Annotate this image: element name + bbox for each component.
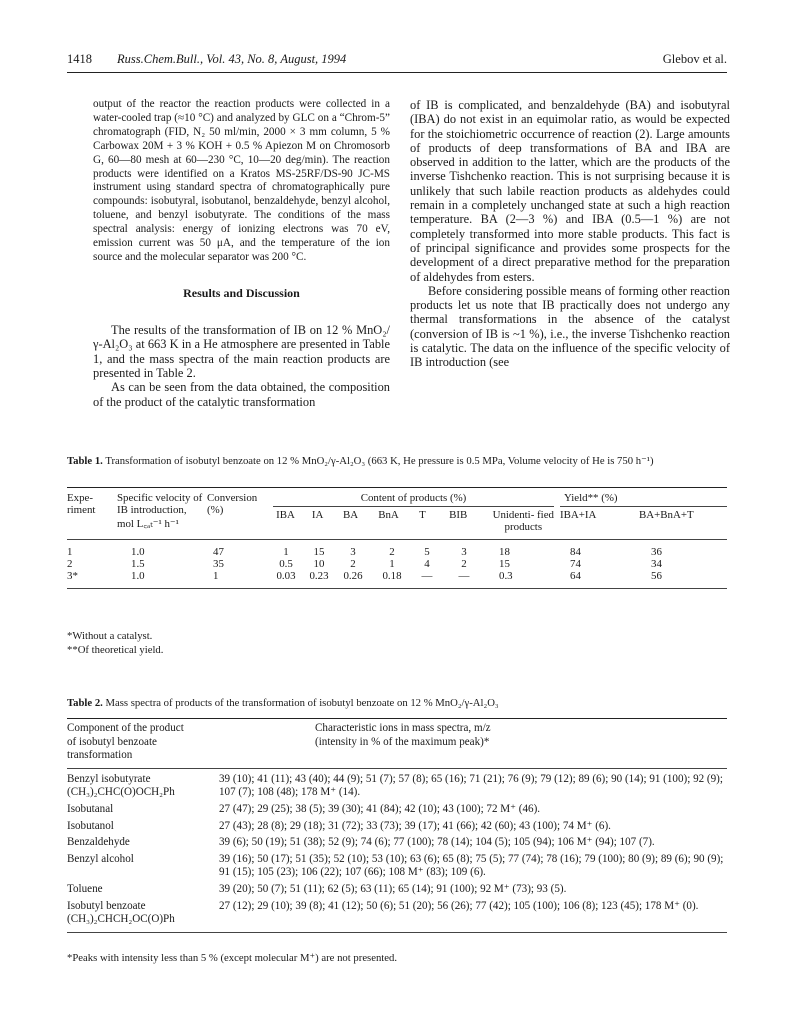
t2-h-component: Component of the product of isobutyl benzoate transformation [67,722,184,762]
right-column [410,98,730,370]
table2-footnote: *Peaks with intensity less than 5 % (except molecular M⁺) are not presented. [67,952,398,964]
table2-header-row [67,722,727,763]
t1-h-yield [560,492,727,533]
header-rule [67,72,727,73]
table1-footnotes [67,630,163,657]
t1-h-yield-1: IBA+IA [560,509,597,521]
table2-top-rule [67,718,727,719]
table1-header-row-1 [67,492,727,533]
t1-h-experiment: Expe- riment [67,492,96,516]
table2-caption [67,697,727,711]
t1-h-bib: BIB [449,509,468,521]
table1-caption-text: Transformation of isobutyl benzoate on 12 % MnO₂/γ-Al₂O₃ (663 K, He pressure is 0.5 MPa, Volume velocity of He is 750 h⁻¹) [105,455,654,467]
table-row: Toluene 39 (20); 50 (7); 51 (11); 62 (5); 63 (11); 65 (14); 91 (100); 92 M⁺ (73); 93 (5). [67,882,567,895]
table2-caption-text: Mass spectra of products of the transformation of isobutyl benzoate on 12 % MnO₂/γ-Al₂O₃ [105,697,499,709]
table1-top-rule [67,487,727,488]
table-row: Benzaldehyde 39 (6); 50 (19); 51 (38); 52 (9); 74 (6); 77 (100); 78 (14); 104 (5); 105 (94); 106 M⁺ (94); 107 (7). [67,836,655,849]
table-row: Isobutanol 27 (43); 28 (8); 29 (18); 31 (72); 33 (73); 39 (17); 41 (66); 42 (60); 43 (100); 74 M⁺ (6). [67,819,611,832]
table2-label: Table 2. [67,697,103,709]
table-row: 2 1.5 35 0.5 10 2 1 4 2 15 74 34 [67,558,662,570]
t1-h-bna: BnA [378,509,399,521]
t1-h-ia: IA [311,509,324,521]
t1-h-yield-label: Yield** (%) [564,492,618,504]
table1-label: Table 1. [67,455,103,467]
discussion-paragraph-2: Before considering possible means of forming other reaction products let us note that IB practically does not undergo any thermal transformations in the absence of the catalyst (conversion of IB is ~1 %), i.e., the inverse Tishchenko reaction is catalytic. The data on the influence of the specific velocity of IB introduction (see [410,283,730,370]
table-row: Benzyl isobutyrate (CH₃)₂CHC(O)OCH₂Ph 39 (10); 41 (11); 43 (40); 44 (9); 51 (7); 57 (8); 65 (16); 71 (21); 76 (9); 79 (12); 89 (6); 90 (14); 91 (100); 92 (9); 107 (7); 108 (48); 178 M⁺ (14). [67,772,723,799]
experimental-paragraph: output of the reactor the reaction products were collected in a water-cooled trap (≈10 °C) and analyzed by GLC on a “Chrom-5” chromatograph (FID, N₂ 50 ml/min, 2000 × 3 mm column, 5 % Carbowax 20M + 3 % KOH + 0.5 % Apiezon M on Chromosorb G, 60—80 mesh at 60—230 °C, 10—20 deg/min). The reaction products were identified on a Kratos MS-25RF/DS-90 JC-MS instrument using standard spectra of chromatographically pure compounds: isobutyral, isobutanol, benzaldehyde, benzyl alcohol, toluene, and benzyl isobutyrate. The conditions of the mass spectral analysis: energy of ionizing electrons was 70 eV, emission current was 50 μA, and the temperature of the ion source and the molecular separator was 200 °C. [93,98,390,263]
table1-caption [67,455,727,469]
table-row: 1 1.0 47 1 15 3 2 5 3 18 84 36 [67,546,662,558]
t1-h-iba: IBA [276,509,295,521]
t1-h-content [267,492,560,533]
table1-footnote-2: **Of theoretical yield. [67,643,164,656]
t1-h-yield-2: BA+BnA+T [639,509,694,521]
left-column [93,98,390,409]
t1-h-conversion: Conversion (%) [207,492,258,516]
table1 [67,492,727,589]
table1-footnote-1: *Without a catalyst. [67,630,153,642]
t1-h-content-label: Content of products (%) [360,492,467,504]
table-row: Benzyl alcohol 39 (16); 50 (17); 51 (35); 52 (10); 53 (10); 63 (6); 65 (8); 75 (5); 77 (74); 78 (16); 79 (100); 80 (9); 89 (6); 90 (9); 91 (15); 105 (23); 106 (22); 107 (66); 108 M⁺ (83); 109 (6). [67,852,724,879]
journal-citation: Russ.Chem.Bull., Vol. 43, No. 8, August, 1994 [117,52,347,66]
results-paragraph-1: The results of the transformation of IB on 12 % MnO₂/γ-Al₂O₃ at 663 K in a He atmosphere are presented in Table 1, and the mass spectra of the main reaction products are presented in Table 2. [93,322,390,380]
table-row: 3* 1.0 1 0.03 0.23 0.26 0.18 — — 0.3 64 56 [67,570,662,582]
results-paragraph-2: As can be seen from the data obtained, the composition of the product of the catalytic transformation [93,380,390,409]
table-row: Isobutanal 27 (47); 29 (25); 38 (5); 39 (30); 41 (84); 42 (10); 43 (100); 72 M⁺ (46). [67,802,541,815]
discussion-paragraph-1: of IB is complicated, and benzaldehyde (BA) and isobutyral (IBA) do not exist in an equimolar ratio, as would be expected for the stoichiometric occurrence of reaction (2). Large amounts of products of deep transformations of BA and IBA are observed in addition to the latter, which are the products of the inverse Tishchenko reaction. This is not surprising because it is unlikely that such labile reaction products as aldehydes could remain in a completely unchanged state at such a high reaction temperature. BA (2—3 %) and IBA (0.5—1 %) are not completely transformed into more stable products. This fact is of principal significance and provides some prospects for the development of a direct preparative method for the preparation of aldehydes from esters. [410,98,730,284]
section-title: Results and Discussion [183,285,300,300]
running-authors: Glebov et al. [662,52,727,66]
t1-h-unidentified: Unidenti- fied products [492,509,554,533]
t1-h-ba: BA [343,509,359,521]
table-row: Isobutyl benzoate (CH₃)₂CHCH₂OC(O)Ph 27 (12); 29 (10); 39 (8); 41 (12); 50 (6); 51 (20); 56 (26); 77 (42); 105 (100); 106 (8); 123 (45); 178 M⁺ (0). [67,899,699,926]
table2 [67,722,727,933]
t2-h-ions: Characteristic ions in mass spectra, m/z (intensity in % of the maximum peak)* [315,722,491,748]
running-header [67,52,727,70]
t1-h-velocity: Specific velocity of IB introduction, mol L꜀ₐₜ⁻¹ h⁻¹ [117,492,203,530]
t1-h-t: T [419,509,426,521]
page-number: 1418 [67,52,92,66]
